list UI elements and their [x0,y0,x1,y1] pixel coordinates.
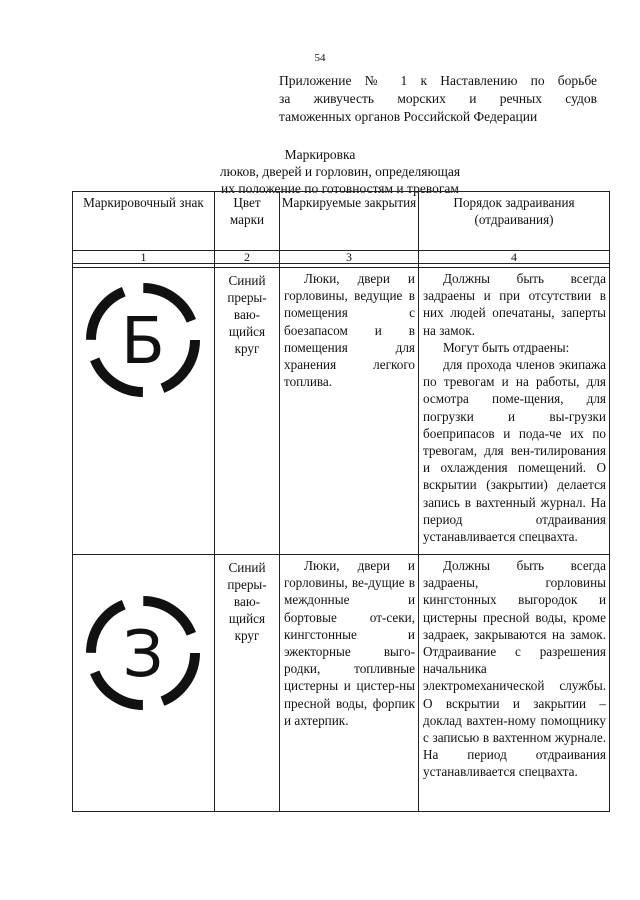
mark-color-cell [215,555,280,812]
appendix-line: таможенных органов Российской Федерации [279,109,538,124]
column-number: 3 [280,251,419,264]
order-cell [419,268,610,555]
marking-table [72,191,610,812]
color-line: Синий [228,560,266,575]
appendix-reference [279,72,597,126]
sign-cell [73,555,215,812]
header-cell: Цвет марки [215,192,280,251]
color-line: круг [234,628,260,643]
sign-cell [73,268,215,555]
color-line: Синий [228,273,266,288]
title-line: их положение по готовностям и тревогам [221,181,459,196]
color-line: ваю- [233,594,261,609]
order-paragraph: Должны быть всегда задраены и при отсутствии в них людей опечатаны, заперты на замок. [423,271,606,338]
column-number-row [73,251,610,264]
sign-letter: Б [121,305,165,379]
closures-cell: Люки, двери и горловины, ведущие в помещения с боезапасом и в помещения для хранения легкого топлива. [280,268,419,555]
order-paragraph: Должны быть всегда задраены, горловины кингстонных выгородок и цистерны пресной воды, кроме задраек, закрываются на замок. Отдраивание с разрешения начальника электромеханической службы. О вскрытии и закрытии – доклад вахтен-ному помощнику с записью в вахтенном журнале. На период отдраивания устанавливается спецвахта. [423,558,606,780]
table-row [73,268,610,555]
color-line: преры- [227,290,267,305]
color-line: щийся [228,324,266,339]
header-cell: Порядок задраивания (отдраивания) [419,192,610,251]
page-number: 54 [314,52,326,64]
header-cell: Маркировочный знак [73,192,215,251]
header-cell: Маркируемые закрытия [280,192,419,251]
table-row [73,555,610,812]
appendix-line: Приложение № 1 к Наставлению по борьбе [279,73,597,88]
order-paragraph: Могут быть отдраены: [443,339,570,355]
dashed-circle-letter-icon [81,591,205,715]
column-number: 1 [73,251,215,264]
color-line: преры- [227,577,267,592]
title-line: Маркировка [284,147,356,162]
document-title [0,146,640,197]
column-number: 4 [419,251,610,264]
dashed-circle-letter-icon [81,278,205,402]
color-line: щийся [228,611,266,626]
closures-cell: Люки, двери и горловины, ве-дущие в междонные и бортовые от-секи, кингстонные и эжекторные выго-родки, топливные цистерны и цистер-ны пресной воды, форпик и ахтерпик. [280,555,419,812]
order-paragraph: для прохода членов экипажа по тревогам и на работы, для осмотра поме-щения, для погрузки и вы-грузки боеприпасов и пода-че их по тревогам, для вен-тилирования и охлаждения помещений. О вскрытии (закрытии) делается запись в вахтенный журнал. На период отдраивания устанавливается спецвахта. [423,357,606,545]
color-line: круг [234,341,260,356]
column-number: 2 [215,251,280,264]
title-line: люков, дверей и горловин, определяющая [219,164,461,179]
order-cell [419,555,610,812]
mark-color-cell [215,268,280,555]
sign-letter: З [122,618,164,692]
color-line: ваю- [233,307,261,322]
table-header-row [73,192,610,251]
appendix-line: за живучесть морских и речных судов [279,91,597,106]
